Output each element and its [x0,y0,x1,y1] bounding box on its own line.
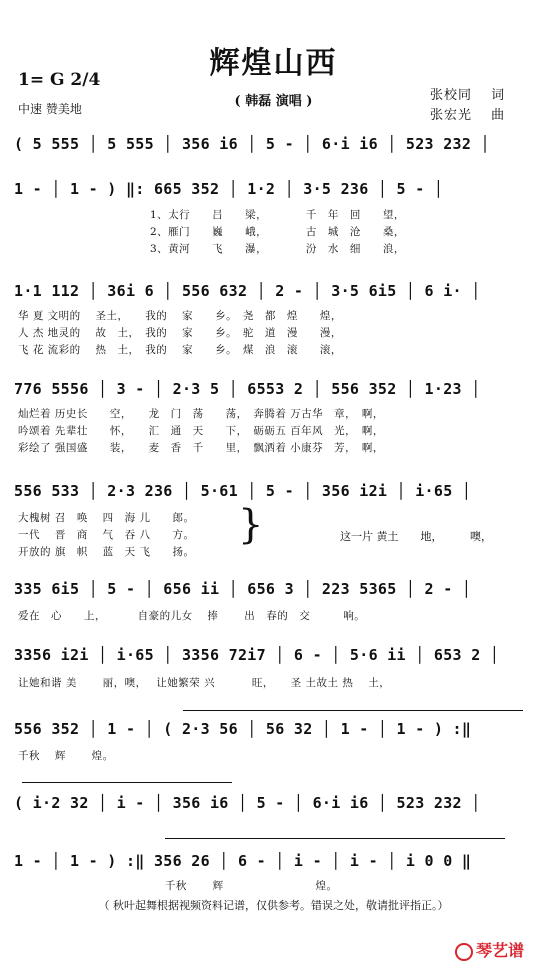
lyric-line: 爱在 心 上， 自豪的儿女 捧 出 春的 交 响。 [18,610,366,622]
notation-row-9: ( i·2 32 │ i - │ 356 i6 │ 5 - │ 6·i i6 │ 523 232 │ [14,794,481,812]
lyric-line: 吟颂着 先辈壮 怀， 汇 通 天 下， 砺砺五 百年风 光， 啊， [18,425,384,437]
lyric-line: 灿烂着 历史长 空， 龙 门 荡 荡， 奔腾着 万古华 章， 啊， [18,408,384,420]
singer-credit: ( 韩磊 演唱 ) [234,94,313,109]
lyric-line: 让她和谐 美 丽，噢， 让她繁荣 兴 旺， 圣 土故土 热 土， [18,677,391,689]
watermark-text: 琴艺谱 [476,941,525,960]
notation-row-3: 1·1 112 │ 36i 6 │ 556 632 │ 2 - │ 3·5 6i5 │ 6 i· │ [14,282,481,300]
lyric-line: 彩绘了 强国盛 装， 麦 香 千 里， 飘洒着 小康芬 芳， 啊， [18,442,384,454]
lyric-line: 一代 晋 商 气 吞 八 方。 [18,529,195,541]
tempo-marking: 中速 赞美地 [18,102,82,116]
composer-credit: 张宏光 曲 [430,108,506,123]
lyric-line: 华 夏 文明的 圣土， 我的 家 乡。 尧 都 煌 煌， [18,310,342,322]
key-signature: 1= G 2/4 [18,70,101,90]
verse-line-2: 2、雁门 巍 峨， 古 城 沧 桑， [150,226,405,238]
notation-row-2: 1 - │ 1 - ) ‖: 665 352 │ 1·2 │ 3·5 236 │ 5 - │ [14,180,444,198]
volta-bracket [165,838,505,839]
lyric-line: 开放的 旗 帜 蓝 天 飞 扬。 [18,546,195,558]
notation-row-8: 556 352 │ 1 - │ ( 2·3 56 │ 56 32 │ 1 - │ 1 - ) :‖ [14,720,472,738]
notation-row-6: 335 6i5 │ 5 - │ 656 ii │ 656 3 │ 223 5365 │ 2 - │ [14,580,472,598]
page-title: 辉煌山西 [209,46,338,81]
lyricist-credit: 张校同 词 [430,88,506,103]
notation-row-7: 3356 i2i │ i·65 │ 3356 72i7 │ 6 - │ 5·6 ii │ 653 2 │ [14,646,500,664]
notation-row-10: 1 - │ 1 - ) :‖ 356 26 │ 6 - │ i - │ i - │ i 0 0 ‖ [14,852,472,870]
lyric-line: 大槐树 召 唤 四 海 儿 郎。 [18,512,195,524]
lyric-line: 这一片 黄土 地， 噢， [340,530,492,543]
notation-row-4: 776 5556 │ 3 - │ 2·3 5 │ 6553 2 │ 556 352 │ 1·23 │ [14,380,481,398]
volta-bracket [22,782,232,783]
lyric-line: 千秋 辉 煌。 [18,750,114,762]
watermark-logo [455,938,524,961]
verse-line-1: 1、太行 吕 梁， 千 年 回 望， [150,209,405,221]
lyric-line: 千秋 辉 煌。 [18,880,338,892]
notation-row-1: ( 5 555 │ 5 555 │ 356 i6 │ 5 - │ 6·i i6 │ 523 232 │ [14,135,490,153]
footer-note: （ 秋叶起舞根据视频资料记谱，仅供参考。错误之处，敬请批评指正。） [98,899,449,912]
verse-brace: } [238,502,264,548]
notation-row-5: 556 533 │ 2·3 236 │ 5·61 │ 5 - │ 356 i2i │ i·65 │ [14,482,472,500]
repeat-bracket [183,710,523,711]
verse-line-3: 3、黄河 飞 瀑， 汾 水 细 浪， [150,243,405,255]
logo-icon [455,943,473,961]
lyric-line: 飞 花 流彩的 热 土， 我的 家 乡。 煤 浪 滚 滚， [18,344,342,356]
lyric-line: 人 杰 地灵的 故 土， 我的 家 乡。 驼 道 漫 漫， [18,327,342,339]
